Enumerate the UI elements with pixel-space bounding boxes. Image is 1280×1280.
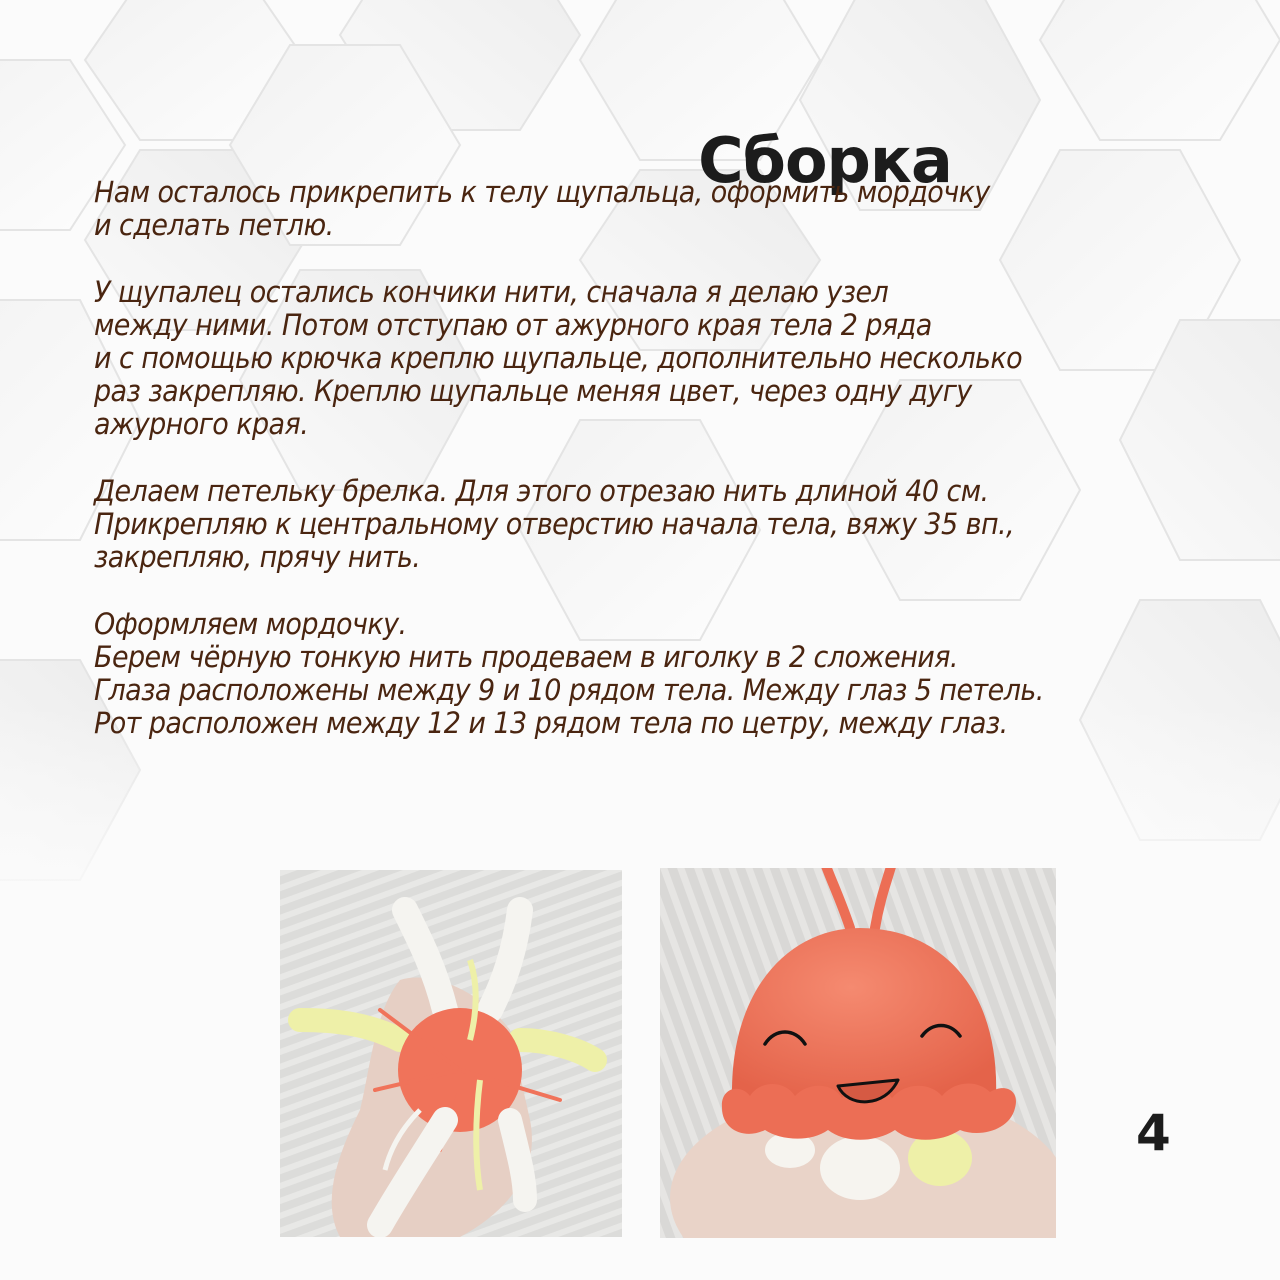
page-number: 4 — [1136, 1104, 1171, 1162]
text-line: раз закрепляю. Креплю щупальце меняя цвет, через одну дугу — [94, 374, 972, 409]
page-title: Сборка — [698, 123, 952, 197]
instructions-text — [94, 176, 1145, 774]
crochet-octopus-face-illustration — [660, 868, 1056, 1238]
crochet-tentacles-illustration — [280, 870, 622, 1237]
text-line: между ними. Потом отступаю от ажурного края тела 2 ряда — [94, 307, 932, 342]
paragraph-face — [94, 608, 1145, 741]
text-line: закрепляю, прячу нить. — [94, 540, 421, 575]
text-line: Делаем петельку брелка. Для этого отрезаю нить длиной 40 см. — [94, 473, 989, 508]
text-line: Прикрепляю к центральному отверстию начала тела, вяжу 35 вп., — [94, 507, 1015, 541]
photo-tentacles-attached — [280, 870, 622, 1237]
paragraph-attach-tentacles — [94, 276, 1145, 442]
photo-finished-face — [660, 868, 1056, 1238]
text-line: Нам осталось прикрепить к телу щупальца, оформить мордочку — [94, 175, 990, 209]
text-line: и сделать петлю. — [94, 208, 334, 243]
text-line: и с помощью крючка креплю щупальце, дополнительно несколько — [94, 341, 1023, 375]
text-line: Берем чёрную тонкую нить продеваем в иголку в 2 сложения. — [94, 639, 958, 674]
text-line: У щупалец остались кончики нити, сначала я делаю узел — [94, 274, 889, 309]
paragraph-keychain-loop — [94, 475, 1145, 575]
text-line: Рот расположен между 12 и 13 рядом тела по цетру, между глаз. — [94, 706, 1008, 741]
text-line: Глаза расположены между 9 и 10 рядом тела. Между глаз 5 петель. — [94, 673, 1044, 707]
text-line: ажурного края. — [94, 407, 309, 442]
paragraph-intro — [94, 176, 1145, 242]
text-line: Оформляем мордочку. — [94, 606, 407, 641]
